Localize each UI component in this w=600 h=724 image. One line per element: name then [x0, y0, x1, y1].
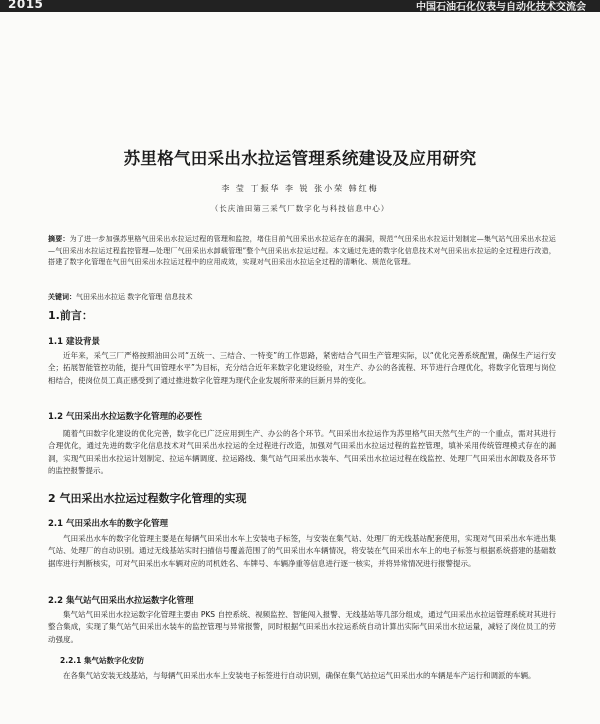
- paragraph-necessity: 随着气田数字化建设的优化完善，数字化已广泛应用到生产、办公的各个环节。气田采出水拉运作为苏里格气田天然气生产的一个重点，需对其进行合理优化，通过先进的数字化信息技术对气田采出水拉运的全过程进行改造，加强对气田采出水拉运过程的监控管理，填补采用传统管理模式存在的漏洞，实现气田采出水拉运计划制定、拉运车辆调度、拉运路线、集气站气田采出水装车、气田采出水拉运过程在线监控、处理厂气田采出水卸载及各环节的监控报警提示。: [48, 429, 556, 476]
- abstract: [48, 233, 556, 269]
- subsection-heading-station: 2.2 集气站气田采出水拉运数字化管理: [48, 596, 194, 606]
- subsection-heading-truck: 2.1 气田采出水车的数字化管理: [48, 519, 169, 529]
- subsection-heading-background: 1.1 建设背景: [48, 337, 101, 347]
- keywords-text: 气田采出水拉运 数字化管理 信息技术: [76, 293, 193, 301]
- paragraph-security: 在各集气站安装无线基站，与每辆气田采出水车上安装电子标签进行自动识别，确保在集气站拉运气田采出水的车辆是车产运行和调派的车辆。: [63, 671, 536, 680]
- running-header-bar: [0, 0, 600, 12]
- header-year: 2015: [8, 0, 44, 11]
- paragraph-background: 近年来，采气三厂严格按照油田公司“五统一、三结合、一特变”的工作思路，紧密结合气田生产管理实际，以“优化完善系统配置，确保生产运行安全；拓展智能管控功能，提升气田管理水平”为目标，充分结合近年来数字化建设经验，对生产、办公的各流程、环节进行合理优化，将数字化管理与岗位相结合，使岗位员工真正感受到了通过推进数字化管理为现代企业发展所带来的巨新月异的变化。: [48, 351, 556, 385]
- abstract-label: 摘要：: [48, 234, 70, 243]
- article-title: 苏里格气田采出水拉运管理系统建设及应用研究: [123, 149, 477, 168]
- paragraph-station: 集气站气田采出水拉运数字化管理主要由 PKS 自控系统、视频监控、智能闯入报警、无线基站等几部分组成，通过气田采出水拉运管理系统对其进行整合集成，实现了集气站气田采出水装车的监控管理与异常报警，同时根据气田采出水拉运系统自动计算出实际气田采出水拉运量，减轻了岗位员工的劳动强度。: [48, 610, 556, 644]
- section-heading-intro: 1.前言：: [48, 309, 93, 322]
- abstract-text: 为了进一步加强苏里格气田采出水拉运过程的管理和监控，堵住目前气田采出水拉运存在的漏洞，规范“气田采出水拉运计划制定—集气站气田采出水拉运—气田采出水拉运过程监控管理—处理厂气田采出水卸载管理”整个气田采出水拉运过程。本文通过先进的数字化信息技术对气田采出水拉运的全过程进行改造，搭建了数字化管理在气田气田采出水拉运过程中的应用成效，实现对气田采出水拉运全过程的清晰化、规范化管理。: [48, 235, 556, 266]
- keywords-label: 关键词：: [48, 292, 76, 301]
- paragraph-truck: 气田采出水车的数字化管理主要是在每辆气田采出水车上安装电子标签，与安装在集气站、处理厂的无线基站配套使用，实现对气田采出水车进出集气站、处理厂的自动识别。通过无线基站实时扫描信号覆盖范围了的气田采出水车辆情况，将安装在气田采出水车上的电子标签与根据系统搭建的基础数据库进行判断核实，可对气田采出水车辆对应的司机姓名、车牌号、车辆净重等信息进行逐一核实，并将异常情况进行报警提示。: [48, 534, 556, 568]
- section-heading-implementation: 2 气田采出水拉运过程数字化管理的实现: [48, 492, 247, 505]
- subsection-heading-necessity: 1.2 气田采出水拉运数字化管理的必要性: [48, 412, 203, 422]
- running-title: 中国石油石化仪表与自动化技术交流会: [416, 2, 586, 13]
- affiliation: （长庆油田第三采气厂数字化与科技信息中心）: [210, 204, 390, 213]
- keywords: [48, 291, 556, 303]
- author-list: 李 莹 丁振华 李 锐 张小荣 韩红梅: [221, 184, 379, 193]
- subsubsection-heading-security: 2.2.1 集气站数字化安防: [60, 656, 144, 665]
